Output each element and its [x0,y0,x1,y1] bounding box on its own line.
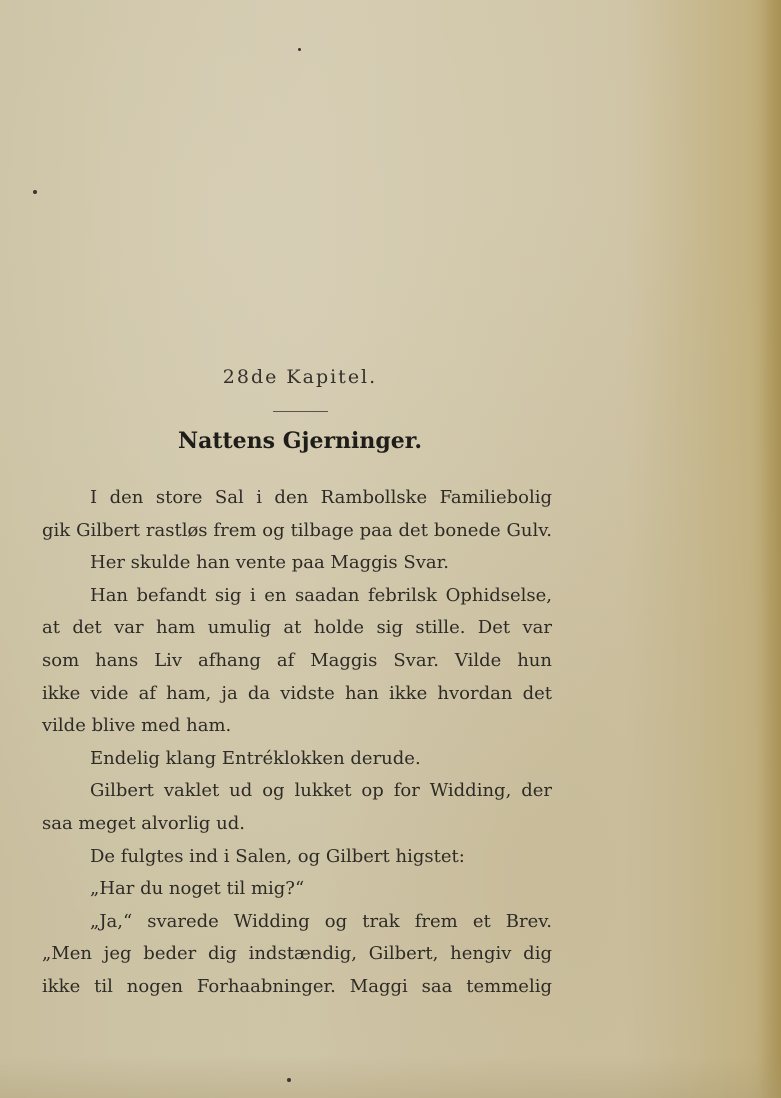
text-line: Han befandt sig i en saadan febrilsk Ophidselse, [90,584,552,606]
text-line: I den store Sal i den Rambollske Familiebolig [90,487,552,508]
body-text [42,482,552,1004]
text-line: „Ja,“ svarede Widding og trak frem et Brev. [90,910,552,932]
text-line: vilde blive med ham. [42,715,232,737]
text-line: Her skulde han vente paa Maggis Svar. [90,552,449,574]
text-line: De fulgtes ind i Salen, og Gilbert higstet: [90,845,465,867]
text-line: ikke til nogen Forhaabninger. Maggi saa temmelig [42,975,552,997]
paper-speck [298,48,301,51]
text-line: at det var ham umulig at holde sig stille. Det var [42,617,552,639]
chapter-heading: Nattens Gjerninger. [177,428,423,454]
page-edge-shadow [759,0,781,1098]
chapter-divider [273,411,328,412]
text-line: „Men jeg beder dig indstændig, Gilbert, hengiv dig [42,943,552,965]
text-line: „Har du noget til mig?“ [90,878,305,900]
text-line: gik Gilbert rastløs frem og tilbage paa det bonede Gulv. [42,519,552,541]
text-line: saa meget alvorlig ud. [42,812,245,834]
paper-speck [33,190,37,194]
page-bottom-shadow [0,1056,781,1098]
text-line: som hans Liv afhang af Maggis Svar. Vilde hun [42,649,552,671]
text-line: Endelig klang Entréklokken derude. [90,747,421,769]
paper-speck [287,1078,291,1082]
chapter-label: 28de Kapitel. [222,366,378,388]
text-line: ikke vide af ham, ja da vidste han ikke hvordan det [42,682,552,704]
text-line: Gilbert vaklet ud og lukket op for Widding, der [90,780,552,802]
